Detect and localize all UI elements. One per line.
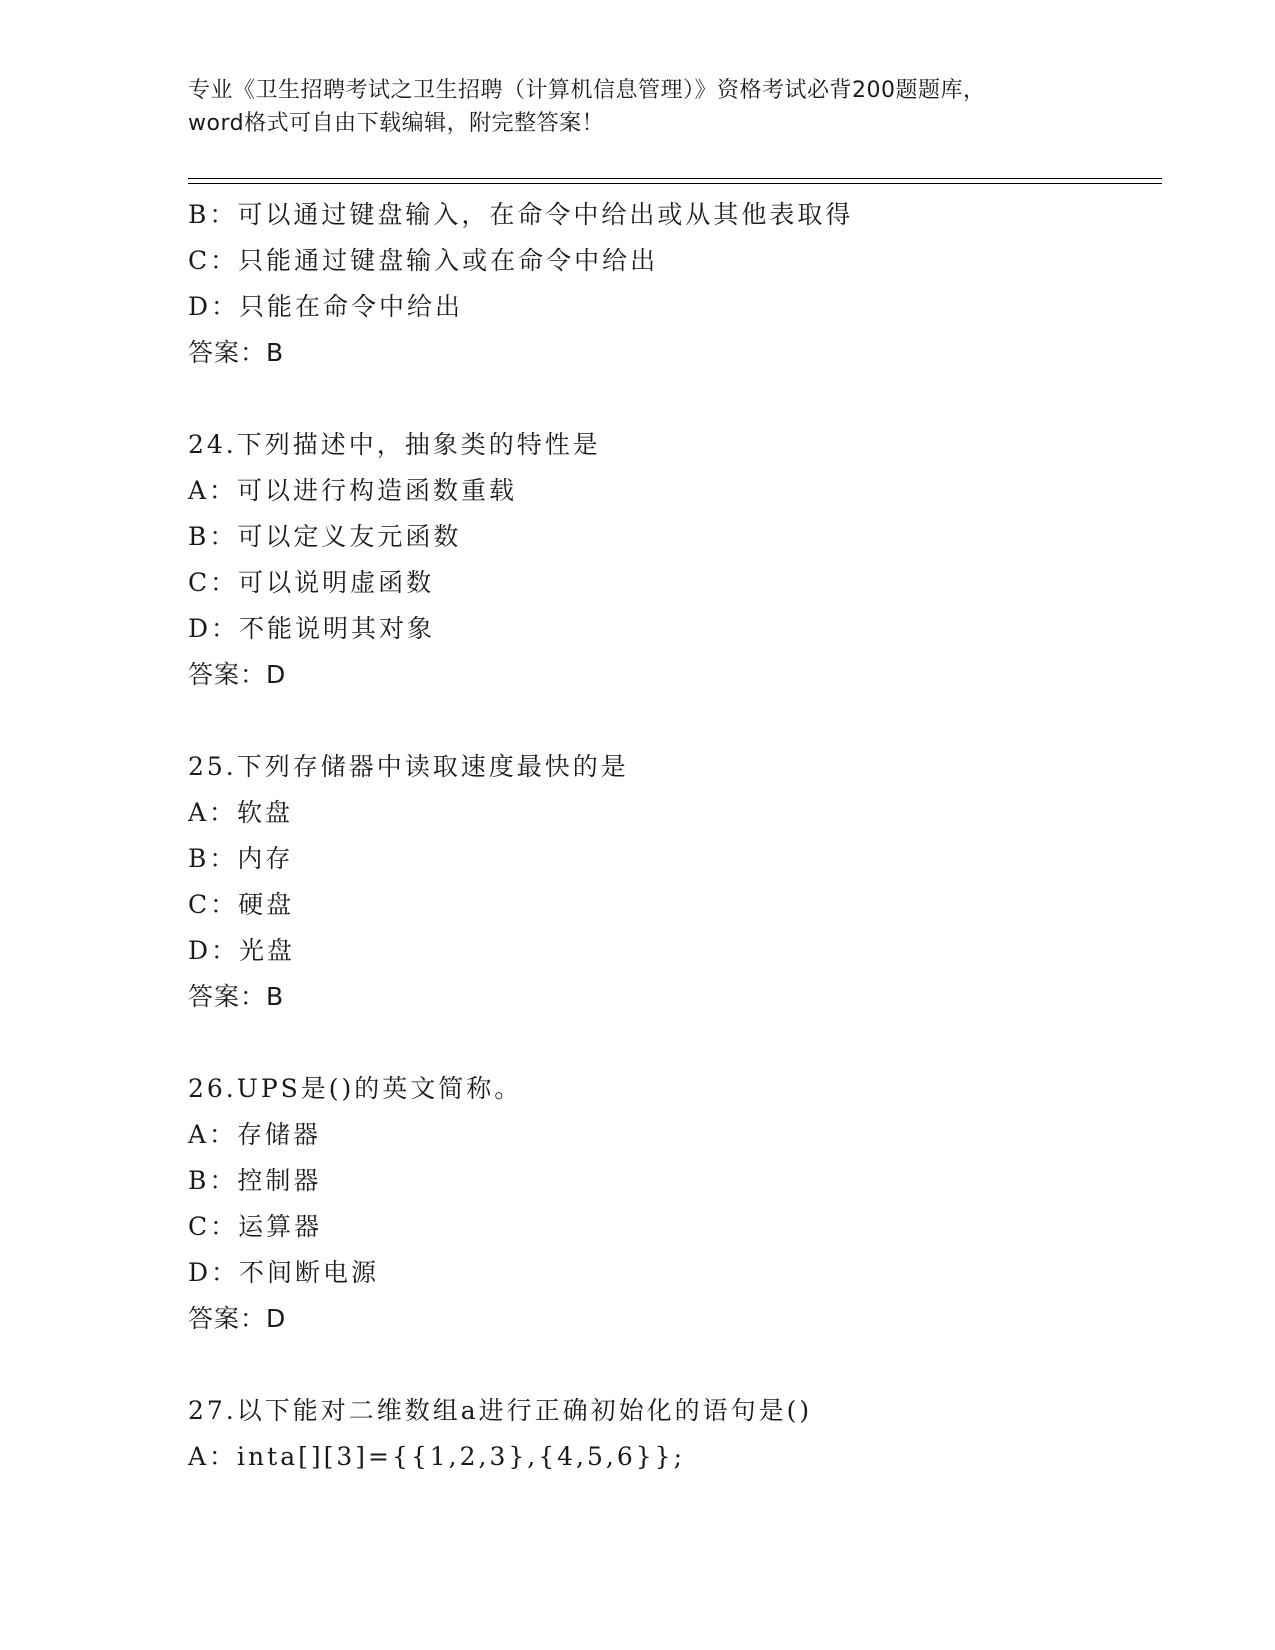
answer-line: 答案：D (188, 1304, 287, 1333)
header-divider-top (188, 178, 1162, 179)
header-title-line-2: word格式可自由下载编辑，附完整答案！ (188, 111, 605, 136)
option-b: B：可以定义友元函数 (188, 522, 462, 551)
option-a: A：软盘 (188, 798, 294, 827)
question-stem: 24.下列描述中，抽象类的特性是 (188, 430, 601, 459)
header-title-line-1: 专业《卫生招聘考试之卫生招聘（计算机信息管理）》资格考试必背200题题库， (188, 78, 986, 103)
option-c: C：可以说明虚函数 (188, 568, 435, 597)
question-list (188, 192, 1168, 1480)
answer-line: 答案：B (188, 982, 285, 1011)
spacer (188, 698, 1168, 744)
option-d: D：不间断电源 (188, 1258, 380, 1287)
option-b: B：控制器 (188, 1166, 322, 1195)
question-stem: 25.下列存储器中读取速度最快的是 (188, 752, 629, 781)
answer-line: 答案：D (188, 660, 287, 689)
answer-line: 答案：B (188, 338, 285, 367)
option-c: C：只能通过键盘输入或在命令中给出 (188, 246, 659, 275)
option-d: D：不能说明其对象 (188, 614, 436, 643)
option-a: A：存储器 (188, 1120, 322, 1149)
option-b: B：内存 (188, 844, 294, 873)
header-divider-bottom (188, 183, 1162, 184)
question-stem: 27.以下能对二维数组a进行正确初始化的语句是() (188, 1396, 813, 1425)
option-d: D：只能在命令中给出 (188, 292, 464, 321)
option-c: C：运算器 (188, 1212, 323, 1241)
option-d: D：光盘 (188, 936, 296, 965)
spacer (188, 376, 1168, 422)
option-b: B：可以通过键盘输入，在命令中给出或从其他表取得 (188, 200, 854, 229)
spacer (188, 1342, 1168, 1388)
question-stem: 26.UPS是()的英文简称。 (188, 1074, 523, 1103)
option-c: C：硬盘 (188, 890, 295, 919)
option-a: A：可以进行构造函数重载 (188, 476, 518, 505)
document-header (188, 74, 1088, 140)
spacer (188, 1020, 1168, 1066)
option-a: A：inta[][3]={{1,2,3},{4,5,6}}; (188, 1442, 685, 1471)
